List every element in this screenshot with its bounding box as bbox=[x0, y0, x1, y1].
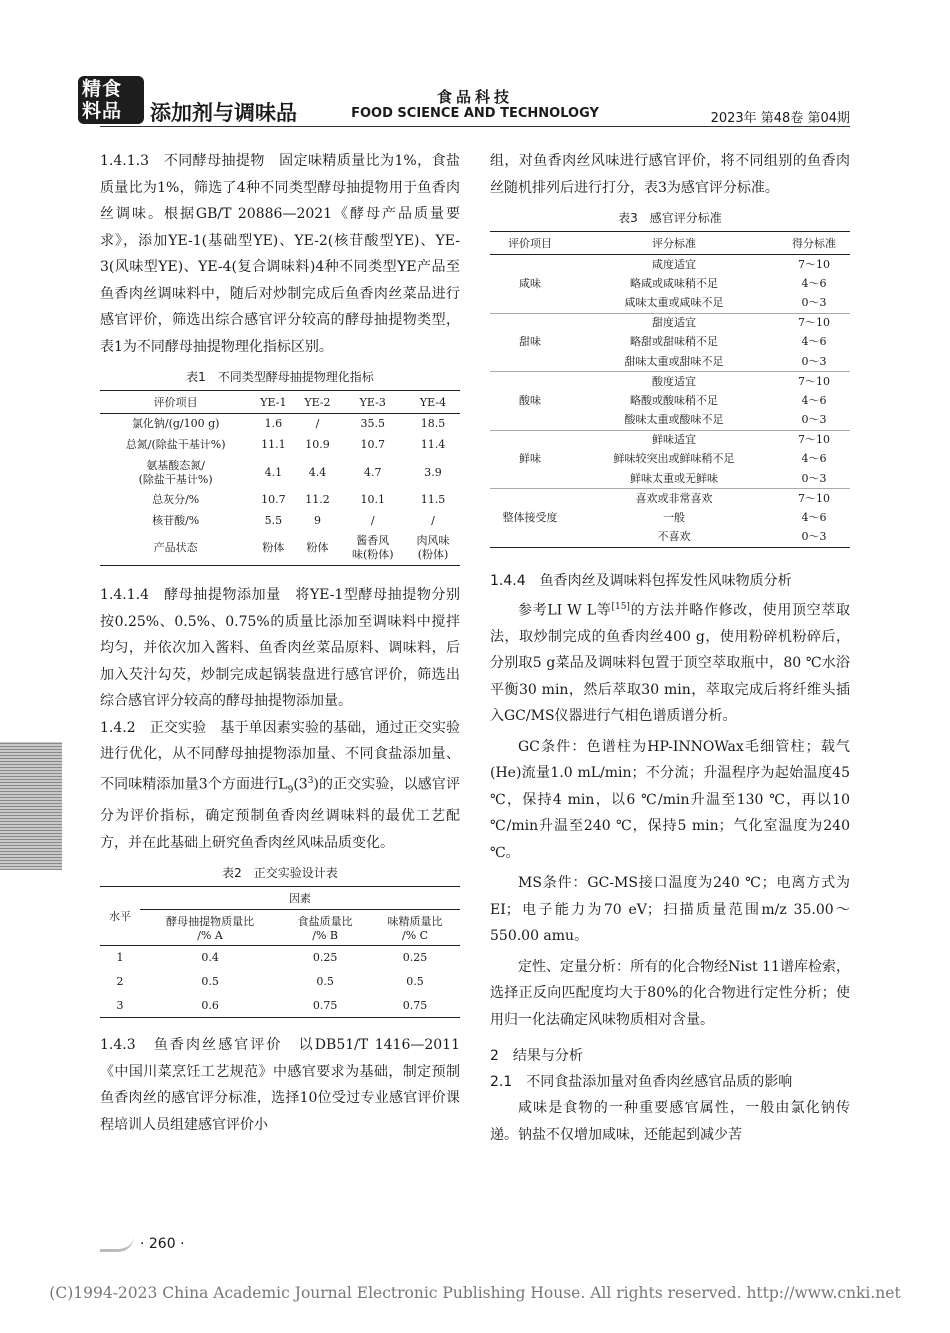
table-cell: 0.5 bbox=[406, 974, 424, 988]
table3-header: 得分标准 bbox=[778, 232, 850, 255]
table-cell: 0.25 bbox=[402, 951, 428, 965]
para-142-subscript: 9 bbox=[287, 784, 294, 795]
table-cell: / bbox=[431, 514, 435, 527]
table3-group: 咸味 bbox=[490, 255, 570, 314]
table-row bbox=[490, 430, 850, 450]
table-cell: 4.1 bbox=[264, 465, 283, 479]
table1-header: YE-1 bbox=[251, 391, 295, 414]
table-row bbox=[490, 372, 850, 392]
table-cell: 喜欢或非常喜欢 bbox=[635, 491, 713, 505]
para-143-cont: 组，对鱼香肉丝风味进行感官评价，将不同组别的鱼香肉丝随机排列后进行打分，表3为感官评分标准。 bbox=[490, 153, 850, 196]
table-cell: 甜味太重或甜味不足 bbox=[570, 352, 778, 372]
table-cell: 4.7 bbox=[364, 465, 382, 479]
table-cell: 氨基酸态氮/ (除盐干基计%) bbox=[138, 458, 213, 486]
table-cell: 肉风味 (粉体) bbox=[416, 534, 450, 562]
table-row bbox=[100, 946, 460, 970]
table-cell: 0.75 bbox=[402, 998, 428, 1012]
table-cell: 粉体 bbox=[262, 541, 285, 555]
table-cell: 18.5 bbox=[420, 417, 446, 431]
table-1 bbox=[100, 390, 460, 566]
table3-group: 鲜味 bbox=[490, 430, 570, 489]
table-cell: 酸味太重或酸味不足 bbox=[570, 411, 778, 431]
table-cell: 11.4 bbox=[420, 438, 446, 451]
table-cell: 略酸或酸味稍不足 bbox=[630, 393, 718, 407]
heading-21: 2.1 不同食盐添加量对鱼香肉丝感官品质的影响 bbox=[490, 1074, 793, 1091]
table-row bbox=[100, 970, 460, 994]
table-cell: 10.7 bbox=[360, 438, 385, 451]
table3-group: 甜味 bbox=[490, 313, 570, 372]
table-cell: 4～6 bbox=[801, 510, 827, 524]
table-cell: 0.25 bbox=[312, 951, 338, 965]
table2-header: 食盐质量比 /% B bbox=[280, 910, 370, 946]
journal-logo: 精食 料品 bbox=[78, 76, 144, 124]
header-rule bbox=[100, 126, 850, 127]
side-tab-decoration bbox=[0, 742, 62, 870]
table-cell: 3 bbox=[116, 998, 124, 1012]
table-cell: / bbox=[315, 417, 320, 431]
para-144-text-a: 参考LI W L等 bbox=[518, 602, 612, 619]
table-cell: 7～10 bbox=[798, 257, 830, 271]
page-swoosh-decoration bbox=[100, 1236, 134, 1252]
table-cell: 氯化钠/(g/100 g) bbox=[131, 417, 220, 431]
table-cell: 一般 bbox=[663, 510, 685, 524]
para-142-superscript: 3 bbox=[307, 775, 314, 786]
issue-info: 2023年 第48卷 第04期 bbox=[710, 111, 850, 126]
table-cell: 7～10 bbox=[798, 433, 830, 446]
para-gc: GC条件：色谱柱为HP-INNOWax毛细管柱；载气(He)流量1.0 mL/min；不分流；升温程序为起始温度45 ℃，保持4 min，以6 ℃/min升温至130 ℃，再以10 ℃/min升温至240 ℃，保持5 min；气化室温度为240 ℃。 bbox=[490, 738, 850, 861]
table-cell: 酸度适宜 bbox=[652, 374, 696, 388]
para-143: 1.4.3 鱼香肉丝感官评价 以DB51/T 1416—2011《中国川菜烹饪工艺规范》中感官要求为基础，制定预制鱼香肉丝的感官评分标准，选择10位受过专业感官评价课程培训人员组建感官评价小 bbox=[100, 1037, 460, 1133]
table-cell: 0～3 bbox=[778, 294, 850, 314]
table-cell: 35.5 bbox=[360, 417, 385, 431]
table-cell: 0～3 bbox=[778, 411, 850, 431]
table-cell: 产品状态 bbox=[153, 541, 198, 555]
para-quant: 定性、定量分析：所有的化合物经Nist 11谱库检索，选择正反向匹配度均大于80%的化合物进行定性分析；使用归一化法确定风味物质相对含量。 bbox=[490, 958, 850, 1028]
table-cell: 0.6 bbox=[201, 998, 219, 1012]
table3-caption: 表3 感官评分标准 bbox=[618, 211, 722, 225]
para-1413: 1.4.1.3 不同酵母抽提物 固定味精质量比为1%，食盐质量比为1%，筛选了4种不同类型酵母抽提物用于鱼香肉丝调味。根据GB/T 20886—2021《酵母产品质量要求》，添加YE-1(基础型YE)、YE-2(核苷酸型YE)、YE-3(风味型YE)、YE-4(复合调味料)4种不同类型YE产品至鱼香肉丝调味料中，随后对炒制完成后鱼香肉丝菜品进行感官评价，筛选出综合感官评分较高的酵母抽提物类型，表1为不同酵母抽提物理化指标区别。 bbox=[100, 153, 460, 355]
table-cell: 略咸或咸味稍不足 bbox=[630, 276, 718, 290]
table-cell: 酱香风 味(粉体) bbox=[351, 534, 394, 562]
table-cell: 甜度适宜 bbox=[652, 316, 696, 329]
table-cell: 4.4 bbox=[308, 465, 327, 479]
table-cell: 鲜味太重或无鲜味 bbox=[570, 469, 778, 489]
page-number bbox=[100, 1236, 185, 1252]
table-cell: 咸味太重或咸味不足 bbox=[570, 294, 778, 314]
heading-144: 1.4.4 鱼香肉丝及调味料包挥发性风味物质分析 bbox=[490, 572, 792, 589]
table-cell: 鲜味适宜 bbox=[652, 433, 696, 446]
table-cell: 0.75 bbox=[312, 998, 338, 1012]
para-1414: 1.4.1.4 酵母抽提物添加量 将YE-1型酵母抽提物分别按0.25%、0.5%、0.75%的质量比添加至调味料中搅拌均匀，并依次加入酱料、鱼香肉丝菜品原料、调味料，后加入芡汁勾芡，炒制完成起锅装盘进行感官评价，筛选出综合感官评分较高的酵母抽提物添加量。 bbox=[100, 587, 460, 709]
table3-header: 评价项目 bbox=[490, 232, 570, 255]
para-21: 咸味是食物的一种重要感官属性，一般由氯化钠传递。钠盐不仅增加咸味，还能起到减少苦 bbox=[490, 1100, 850, 1143]
table-row bbox=[100, 490, 460, 511]
table1-header: YE-2 bbox=[295, 391, 339, 414]
left-column bbox=[100, 148, 460, 1138]
table1-caption: 表1 不同类型酵母抽提物理化指标 bbox=[186, 370, 374, 384]
heading-2: 2 结果与分析 bbox=[490, 1048, 583, 1065]
table-row bbox=[100, 532, 460, 566]
table-cell: 7～10 bbox=[798, 374, 830, 388]
journal-title-en: FOOD SCIENCE AND TECHNOLOGY bbox=[351, 106, 599, 121]
table2-header: 味精质量比 /% C bbox=[370, 910, 460, 946]
table3-group: 酸味 bbox=[490, 372, 570, 431]
table3-group: 整体接受度 bbox=[502, 510, 558, 524]
table-row bbox=[490, 489, 850, 509]
table-cell: 粉体 bbox=[306, 541, 329, 555]
journal-title-cn: 食品科技 bbox=[436, 88, 513, 106]
table-cell: 10.7 bbox=[261, 493, 286, 506]
table-cell: 10.1 bbox=[360, 493, 385, 506]
table-cell: 不喜欢 bbox=[657, 530, 691, 543]
table-cell: 0～3 bbox=[801, 530, 827, 543]
table-cell: 总灰分/% bbox=[152, 493, 200, 506]
table-cell: 1 bbox=[116, 951, 124, 965]
table-row bbox=[100, 456, 460, 490]
table1-header: YE-3 bbox=[340, 391, 407, 414]
table1-header: YE-4 bbox=[406, 391, 460, 414]
para-142-text-a: 1.4.2 正交实验 基于单因素实验的基础，通过正交实验进行优化，从不同酵母抽提物添加量、不同食盐添加量、不同味精添加量3个方面进行L bbox=[100, 719, 460, 793]
table-cell: 0～3 bbox=[778, 352, 850, 372]
table-cell: 0.5 bbox=[316, 974, 334, 988]
para-142 bbox=[100, 715, 460, 857]
table-cell: 9 bbox=[313, 514, 321, 527]
table-cell: 1.6 bbox=[264, 417, 283, 431]
table-cell: 11.2 bbox=[305, 493, 330, 506]
para-144-text-b: 的方法并略作修改，使用顶空萃取法，取炒制完成的鱼香肉丝400 g，使用粉碎机粉碎后，分别取5 g菜品及调味料包置于顶空萃取瓶中，80 ℃水浴平衡30 min，然后萃取30 min，萃取完成后将纤维头插入GC/MS仪器进行气相色谱质谱分析。 bbox=[490, 602, 851, 725]
table-cell: 略甜或甜味稍不足 bbox=[630, 335, 718, 349]
table-row bbox=[100, 994, 460, 1018]
table-row bbox=[100, 511, 460, 532]
table-row bbox=[100, 414, 460, 435]
table-2 bbox=[100, 886, 460, 1018]
table2-caption: 表2 正交实验设计表 bbox=[222, 866, 338, 881]
table-cell: 7～10 bbox=[798, 316, 830, 329]
table-cell: 0.5 bbox=[201, 974, 219, 988]
table-cell: 4～6 bbox=[801, 276, 827, 290]
table-cell: 7～10 bbox=[798, 491, 830, 505]
para-142-text-c: )的正交实验，以感官评分为评价指标，确定预制鱼香肉丝调味料的最优工艺配方，并在此基础上研究鱼香肉丝风味品质变化。 bbox=[100, 776, 460, 851]
table-cell: 3.9 bbox=[424, 465, 442, 479]
table-cell: 5.5 bbox=[264, 514, 283, 527]
table-cell: 4～6 bbox=[801, 335, 827, 349]
table-3 bbox=[490, 231, 850, 548]
table-cell: 总氮/(除盐干基计%) bbox=[125, 438, 226, 451]
table-cell: 11.1 bbox=[261, 438, 286, 451]
table-row bbox=[490, 255, 850, 275]
table-cell: 10.9 bbox=[305, 438, 330, 451]
para-142-text-b: (3 bbox=[293, 776, 308, 793]
table-cell: 4～6 bbox=[801, 452, 827, 466]
table1-header: 评价项目 bbox=[100, 391, 251, 414]
table-row bbox=[100, 435, 460, 456]
table2-level-header: 水平 bbox=[100, 887, 140, 946]
table-cell: / bbox=[370, 514, 375, 527]
table-cell: 4～6 bbox=[801, 393, 827, 407]
table2-header: 酵母抽提物质量比 /% A bbox=[140, 910, 280, 946]
table-cell: 0.4 bbox=[201, 951, 219, 965]
table2-factor-header: 因素 bbox=[140, 887, 460, 910]
table-cell: 2 bbox=[116, 974, 124, 988]
table-cell: 11.5 bbox=[420, 493, 446, 506]
table-cell: 核苷酸/% bbox=[152, 514, 200, 527]
para-144 bbox=[490, 594, 850, 730]
table-cell: 鲜味较突出或鲜味稍不足 bbox=[613, 452, 735, 466]
table3-header: 评分标准 bbox=[570, 232, 778, 255]
copyright-footer: (C)1994-2023 China Academic Journal Electronic Publishing House. All rights reserved. http://www.cnki.net bbox=[49, 1284, 901, 1302]
table-row bbox=[490, 313, 850, 333]
page-number-text: · 260 · bbox=[140, 1236, 185, 1252]
section-title: 添加剂与调味品 bbox=[150, 101, 297, 125]
right-column bbox=[490, 148, 850, 1148]
table-cell: 0～3 bbox=[778, 469, 850, 489]
table-cell: 咸度适宜 bbox=[652, 257, 696, 271]
para-ms: MS条件：GC-MS接口温度为240 ℃；电离方式为EI；电子能力为70 eV；扫描质量范围m/z 35.00～550.00 amu。 bbox=[490, 875, 850, 945]
citation-15: [15] bbox=[611, 601, 630, 612]
